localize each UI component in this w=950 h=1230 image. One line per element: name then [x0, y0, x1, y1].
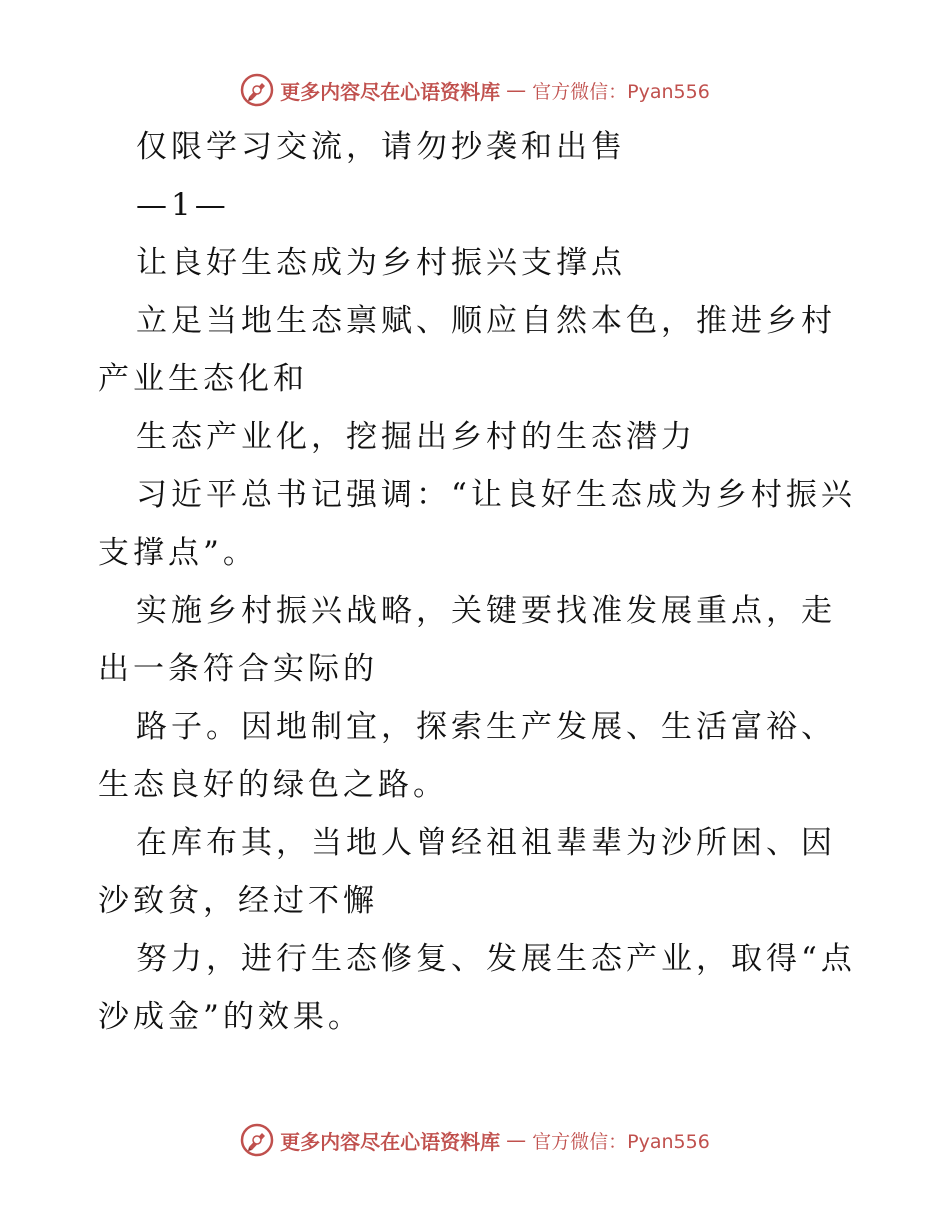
paragraph-text: 立足当地生态禀赋、顺应自然本色，推进乡村产业生态化和: [98, 303, 836, 397]
header-banner-wechat: 官方微信：Pyan556: [532, 80, 710, 103]
section-number: —1—: [136, 187, 230, 223]
paragraph-text: 习近平总书记强调：“让良好生态成为乡村振兴支撑点”。: [98, 477, 856, 571]
footer-banner: [0, 1120, 950, 1160]
footer-banner-wechat: 官方微信：Pyan556: [532, 1130, 710, 1153]
footer-banner-separator: —: [506, 1128, 527, 1152]
header-banner-separator: —: [506, 78, 527, 102]
section-title: 让良好生态成为乡村振兴支撑点: [136, 245, 626, 281]
paragraph-notice: 仅限学习交流，请勿抄袭和出售: [136, 129, 626, 165]
paragraph-text: 在库布其，当地人曾经祖祖辈辈为沙所困、因沙致贫，经过不懈: [98, 825, 836, 919]
paragraph-text: 生态产业化，挖掘出乡村的生态潜力: [136, 419, 696, 455]
paragraph-text: 实施乡村振兴战略，关键要找准发展重点，走出一条符合实际的: [98, 593, 836, 687]
pen-logo-icon: [240, 1123, 274, 1157]
footer-banner-content: [240, 1123, 710, 1157]
paragraph-text: 路子。因地制宜，探索生产发展、生活富裕、生态良好的绿色之路。: [98, 709, 836, 803]
footer-banner-text: 更多内容尽在心语资料库: [280, 1129, 501, 1154]
pen-logo-icon: [240, 73, 274, 107]
header-banner-content: [240, 73, 710, 107]
header-banner-text: 更多内容尽在心语资料库: [280, 79, 501, 104]
paragraph-text: 努力，进行生态修复、发展生态产业，取得“点沙成金”的效果。: [98, 941, 856, 1035]
header-banner: [0, 70, 950, 110]
document-body: [98, 118, 858, 1046]
